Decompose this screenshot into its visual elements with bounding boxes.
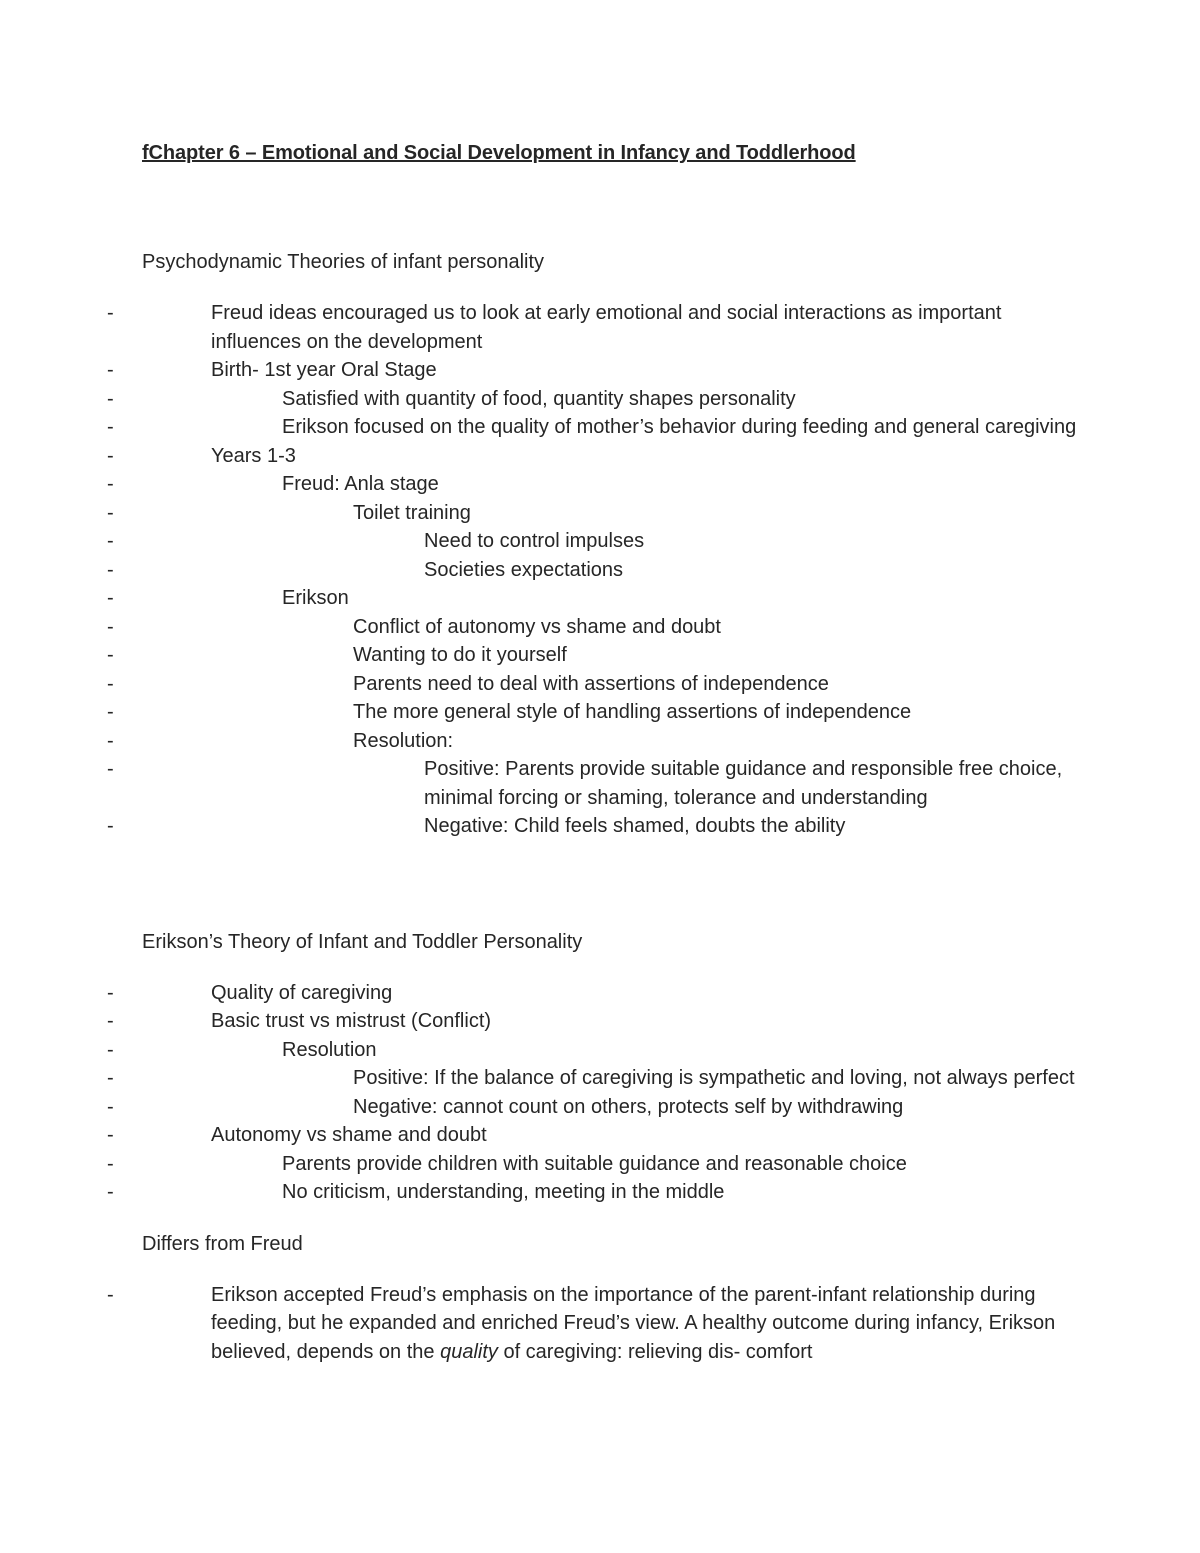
list-item: - Quality of caregiving	[142, 979, 1082, 1008]
list-item-text: of caregiving: relieving dis- comfort	[497, 1340, 813, 1363]
list-item: - Resolution	[142, 1036, 1082, 1065]
list-item: - Positive: If the balance of caregiving is sympathetic and loving, not always perfect	[142, 1064, 1082, 1093]
list-item: - Toilet training	[142, 499, 1082, 528]
list-item: - Wanting to do it yourself	[142, 641, 1082, 670]
list-item: - Erikson focused on the quality of mother’s behavior during feeding and general caregiving	[142, 413, 1082, 442]
list-item: - Years 1-3	[142, 442, 1082, 471]
section-heading-differs-from-freud: Differs from Freud	[142, 1232, 303, 1255]
list-item: - Basic trust vs mistrust (Conflict)	[142, 1007, 1082, 1036]
list-item-text: Erikson accepted Freud’s emphasis on the importance of the parent-infant relationship during feeding, but he expanded and enriched Freud’s view. A healthy outcome during infancy, Erikson believed, depends on the	[211, 1283, 1056, 1363]
bullet-list-differs-from-freud	[142, 1281, 1082, 1367]
list-item: - Parents need to deal with assertions of independence	[142, 670, 1082, 699]
list-item: - Resolution:	[142, 727, 1082, 756]
section-heading-psychodynamic: Psychodynamic Theories of infant personality	[142, 251, 545, 273]
list-item: - Satisfied with quantity of food, quantity shapes personality	[142, 385, 1082, 414]
list-item: - Positive: Parents provide suitable guidance and responsible free choice, minimal forcing or shaming, tolerance and understanding	[142, 755, 1082, 812]
bullet-list-erikson-theory	[142, 979, 1082, 1207]
list-item: - Need to control impulses	[142, 527, 1082, 556]
list-item: - Birth- 1st year Oral Stage	[142, 356, 1082, 385]
list-item: - Erikson	[142, 584, 1082, 613]
document-title: fChapter 6 – Emotional and Social Development in Infancy and Toddlerhood	[142, 142, 856, 164]
list-item: - Conflict of autonomy vs shame and doubt	[142, 613, 1082, 642]
list-item: - No criticism, understanding, meeting in the middle	[142, 1178, 1082, 1207]
list-item: - Societies expectations	[142, 556, 1082, 585]
section-heading-erikson-theory: Erikson’s Theory of Infant and Toddler Personality	[142, 930, 583, 953]
emphasized-text: quality	[440, 1340, 498, 1363]
list-item: - The more general style of handling assertions of independence	[142, 698, 1082, 727]
bullet-list-psychodynamic	[142, 299, 1082, 841]
list-item: - Negative: Child feels shamed, doubts the ability	[142, 812, 1082, 841]
list-item: - Freud ideas encouraged us to look at early emotional and social interactions as important influences on the development	[142, 299, 1082, 356]
list-item: - Negative: cannot count on others, protects self by withdrawing	[142, 1093, 1082, 1122]
list-item: - Autonomy vs shame and doubt	[142, 1121, 1082, 1150]
list-item: - Parents provide children with suitable guidance and reasonable choice	[142, 1150, 1082, 1179]
list-item	[142, 1281, 1082, 1367]
list-item: - Freud: Anla stage	[142, 470, 1082, 499]
document-page	[142, 138, 1082, 1366]
